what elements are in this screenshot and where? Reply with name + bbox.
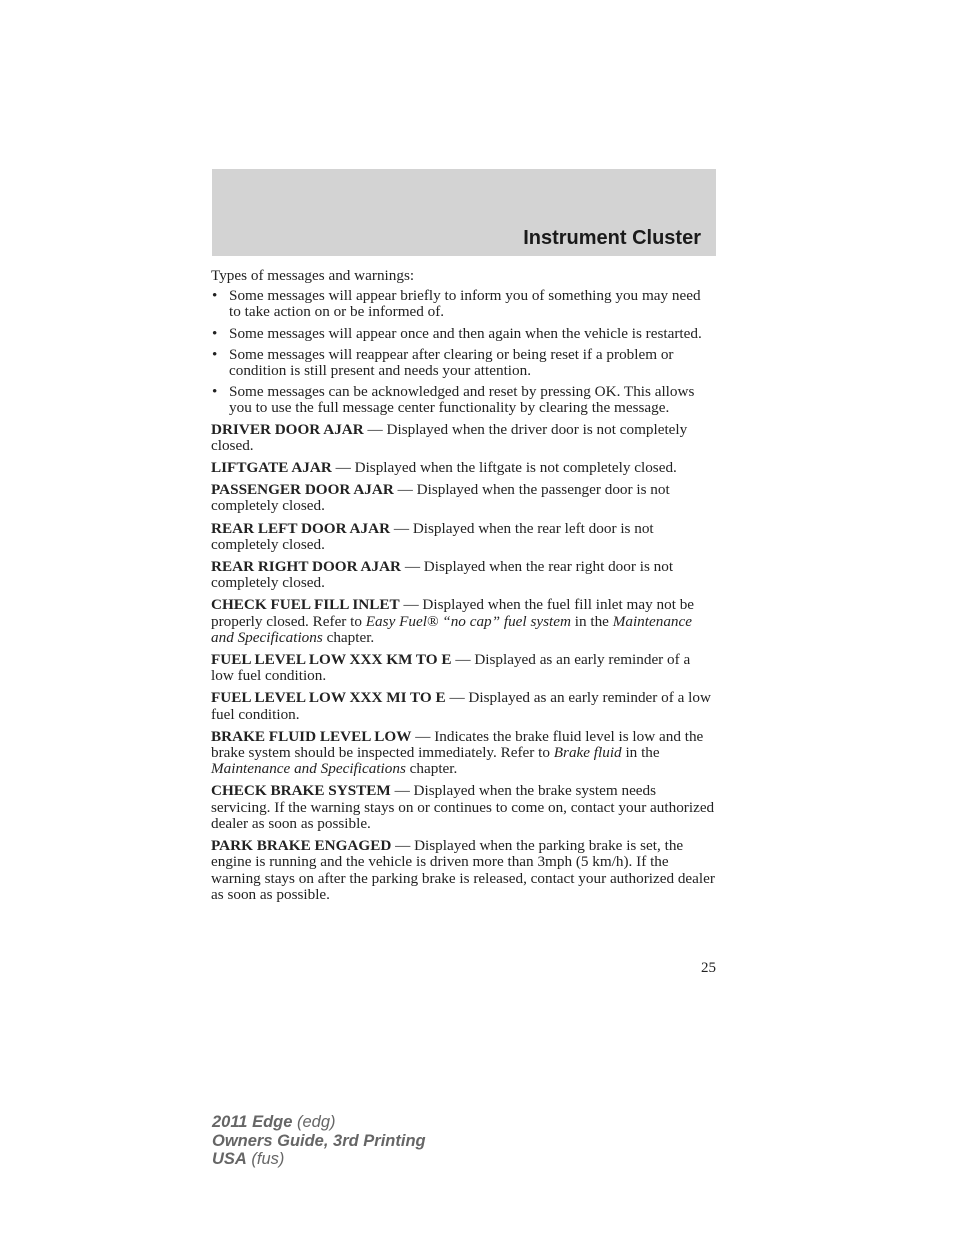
message-term: DRIVER DOOR AJAR: [211, 420, 364, 438]
message-check-fuel-fill-inlet: [211, 597, 716, 646]
section-header-band: [212, 169, 716, 256]
message-description: — Displayed when the rear right door is not completely closed.: [211, 558, 674, 592]
message-term: REAR RIGHT DOOR AJAR: [211, 558, 402, 576]
message-term: BRAKE FLUID LEVEL LOW: [211, 727, 412, 745]
page-content: [211, 268, 716, 909]
message-rear-left-door-ajar: [211, 521, 716, 553]
message-fuel-level-low-km: [211, 652, 716, 684]
footer-edition-info: [212, 1113, 426, 1169]
list-item: [211, 384, 716, 416]
message-brake-fluid-level-low: [211, 729, 716, 778]
footer-region: USA: [212, 1150, 247, 1168]
cross-reference: Brake fluid: [553, 744, 622, 762]
message-term: PASSENGER DOOR AJAR: [211, 481, 394, 499]
message-description-cont: in the: [621, 744, 660, 762]
message-description: — Displayed as an early reminder of a low fuel condition.: [211, 651, 691, 685]
message-driver-door-ajar: [211, 422, 716, 454]
section-title: Instrument Cluster: [523, 227, 701, 249]
footer-model: 2011 Edge: [212, 1113, 293, 1131]
message-description: — Displayed when the passenger door is not completely closed.: [211, 481, 670, 515]
cross-reference: Easy Fuel® “no cap” fuel system: [365, 612, 571, 630]
bullet-icon: •: [212, 345, 218, 363]
footer-line-model: [212, 1113, 426, 1132]
message-description: — Displayed as an early reminder of a low fuel condition.: [211, 689, 711, 723]
message-term: PARK BRAKE ENGAGED: [211, 837, 392, 855]
message-term: CHECK BRAKE SYSTEM: [211, 782, 391, 800]
footer-model-code: (edg): [292, 1113, 336, 1131]
message-description: — Displayed when the brake system needs servicing. If the warning stays on or continues to come on, contact your authorized dealer as soon as possible.: [211, 782, 715, 832]
message-park-brake-engaged: [211, 838, 716, 903]
message-term: REAR LEFT DOOR AJAR: [211, 519, 391, 537]
message-term: FUEL LEVEL LOW XXX MI TO E: [211, 689, 446, 707]
message-description: — Displayed when the rear left door is not completely closed.: [211, 519, 654, 553]
footer-guide: Owners Guide, 3rd Printing: [212, 1131, 426, 1150]
message-description-end: chapter.: [322, 628, 375, 646]
list-item: [211, 288, 716, 320]
message-description: — Displayed when the driver door is not completely closed.: [211, 420, 688, 454]
message-description: — Displayed when the liftgate is not completely closed.: [331, 459, 677, 477]
bullet-icon: •: [212, 324, 218, 342]
intro-text: Types of messages and warnings:: [211, 267, 415, 284]
message-types-list: [211, 288, 716, 416]
footer-region-code: (fus): [246, 1150, 285, 1168]
footer-line-guide: [212, 1132, 426, 1151]
chapter-reference: Maintenance and Specifications: [211, 760, 406, 778]
chapter-reference: Maintenance and Specifications: [211, 612, 692, 646]
list-item-text: Some messages will reappear after clearing or being reset if a problem or condition is still present and needs your attention.: [229, 345, 674, 380]
footer-line-region: [212, 1150, 426, 1169]
message-description-end: chapter.: [405, 760, 458, 778]
list-item: [211, 326, 716, 342]
page-number: 25: [701, 960, 716, 976]
message-term: LIFTGATE AJAR: [211, 459, 332, 477]
message-term: CHECK FUEL FILL INLET: [211, 596, 400, 614]
message-liftgate-ajar: [211, 460, 716, 476]
message-term: FUEL LEVEL LOW XXX KM TO E: [211, 651, 452, 669]
message-description-cont: in the: [570, 612, 613, 630]
list-item-text: Some messages will appear briefly to inform you of something you may need to take action on or be informed of.: [229, 287, 701, 321]
message-passenger-door-ajar: [211, 482, 716, 514]
message-rear-right-door-ajar: [211, 559, 716, 591]
message-check-brake-system: [211, 783, 716, 832]
list-item: [211, 347, 716, 379]
message-fuel-level-low-mi: [211, 690, 716, 722]
list-item-text: Some messages can be acknowledged and reset by pressing OK. This allows you to use the full message center functionality by clearing the message.: [229, 383, 695, 417]
message-description: — Displayed when the parking brake is set, the engine is running and the vehicle is driven more than 3mph (5 km/h). If the warning stays on after the parking brake is released, contact your authorized dealer as soon as possible.: [211, 837, 715, 903]
message-description: — Displayed when the fuel fill inlet may not be properly closed. Refer to: [211, 596, 695, 630]
list-item-text: Some messages will appear once and then again when the vehicle is restarted.: [229, 324, 702, 342]
bullet-icon: •: [212, 287, 218, 305]
message-description: — Indicates the brake fluid level is low and the brake system should be inspected immediately. Refer to: [211, 727, 704, 762]
bullet-icon: •: [212, 383, 218, 401]
